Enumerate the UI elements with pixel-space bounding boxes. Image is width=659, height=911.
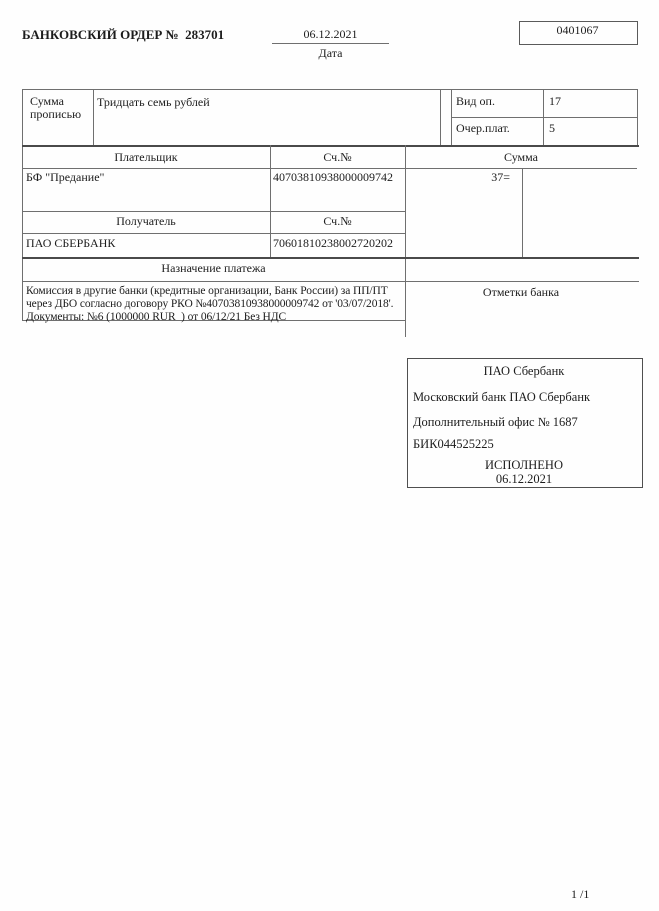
payee-column-header: Получатель — [116, 214, 176, 228]
payee-account-column-header: Сч.№ — [323, 214, 352, 228]
payee-header-underline — [22, 233, 405, 234]
payer-name: БФ "Предание" — [26, 170, 105, 184]
payee-account-number: 70601810238002720202 — [273, 236, 393, 250]
sum-inner-divider — [522, 168, 523, 257]
top-box-bottom-border — [22, 145, 639, 147]
operation-type-value: 17 — [549, 94, 561, 108]
sum-column-header: Сумма — [504, 150, 538, 164]
stamp-bank-name: ПАО Сбербанк — [483, 364, 565, 378]
payment-priority-label: Очер.плат. — [456, 121, 510, 135]
purpose-header-underline — [22, 281, 639, 282]
date-underline — [272, 43, 389, 44]
bank-marks-header: Отметки банка — [482, 285, 560, 299]
op-box-right-border — [637, 89, 638, 146]
amount-words-value: Тридцать семь рублей — [97, 95, 210, 109]
table-left-border — [22, 89, 23, 320]
stamp-branch: Московский банк ПАО Сбербанк — [413, 390, 591, 404]
purpose-text-line1: Комиссия в другие банки (кредитные организации, Банк России) за ПП/ПТ — [26, 285, 388, 297]
payment-sum-value: 37= — [491, 170, 510, 184]
payer-column-header: Плательщик — [114, 150, 178, 164]
document-date-label: Дата — [318, 46, 343, 60]
op-row-divider — [451, 117, 637, 118]
document-date-value: 06.12.2021 — [303, 27, 358, 41]
stamp-status-date: 06.12.2021 — [495, 472, 553, 486]
amount-cell-right-border — [440, 89, 441, 146]
purpose-text-line2: через ДБО согласно договору РКО №40703810938000009742 от '03/07/2018'. — [26, 298, 394, 310]
stamp-bik: БИК044525225 — [413, 437, 494, 451]
form-code-value: 0401067 — [556, 23, 599, 37]
stamp-status: ИСПОЛНЕНО — [485, 458, 563, 472]
payer-account-number: 40703810938000009742 — [273, 170, 393, 184]
amount-words-label: Сумма прописью — [30, 94, 82, 121]
purpose-text-line3: Документы: №6 (1000000 RUR ) от 06/12/21 Без НДС — [26, 311, 287, 323]
document-title: БАНКОВСКИЙ ОРДЕР № 283701 — [22, 27, 225, 42]
payment-priority-value: 5 — [549, 121, 555, 135]
payee-name: ПАО СБЕРБАНК — [26, 236, 116, 250]
payer-row-underline — [22, 211, 405, 212]
operation-type-label: Вид оп. — [456, 94, 495, 108]
amount-label-divider — [93, 89, 94, 146]
top-box-top-border — [22, 89, 637, 90]
payer-account-column-header: Сч.№ — [323, 150, 352, 164]
stamp-office: Дополнительный офис № 1687 — [413, 415, 578, 429]
page-number: 1 /1 — [571, 887, 590, 901]
purpose-column-header: Назначение платежа — [161, 261, 266, 275]
payee-row-underline — [22, 257, 639, 259]
payer-header-underline — [22, 168, 637, 169]
